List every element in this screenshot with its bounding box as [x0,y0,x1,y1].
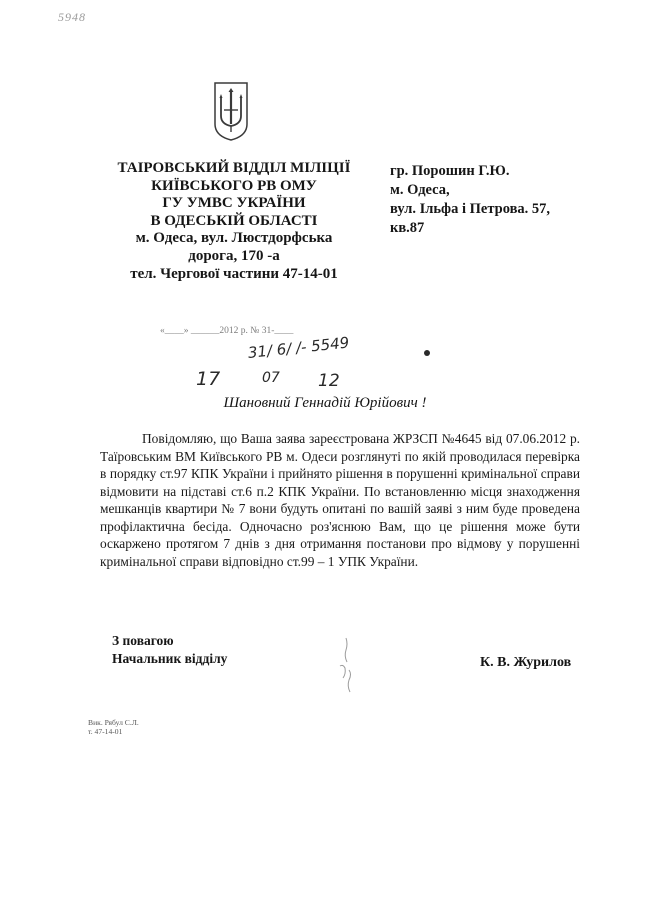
letter-body-text: Повідомляю, що Ваша заява зареєстрована ЖРЗСП №4645 від 07.06.2012 р. Таїровським ВМ Київського РВ м. Одеси розглянуті по якій проводилася перевірка в порядку ст.97 КПК України і прийнято рішення в порушенні кримінальної справи відмовити на підставі ст.6 п.2 КПК України. По встановленню місця знаходження мешканців квартири № 7 вони будуть опитані по вашій заяві з ним буде проведена профілактична бесіда. Одночасно роз'яснюю Вам, що це рішення може бути оскаржено протягом 7 днів з дня отримання постанови про відмову у порушенні кримінальної справи відповідно ст.99 – 1 УПК України. [100,431,580,569]
handwritten-day: 17 [196,368,221,390]
handwritten-mark: 12 [318,371,340,391]
salutation: Шановний Геннадій Юрійович ! [223,395,427,411]
trident-emblem-icon [212,80,250,142]
recipient-block [390,162,580,238]
archive-number: 5948 [58,10,86,24]
executor-phone: т. 47-14-01 [88,727,123,736]
registration-line: «____» ______2012 р. № 31-____ [160,326,294,336]
closing-regards: З повагою [112,633,174,648]
recipient-line: гр. Порошин Г.Ю. [390,163,510,179]
sender-line: В ОДЕСЬКІЙ ОБЛАСТІ [150,212,318,229]
handwritten-month: 07 [262,370,280,386]
letter-body [100,430,580,570]
signature-icon [334,636,358,696]
executor-name: Вик. Рябул С.Л. [88,718,139,727]
recipient-line: вул. Ільфа і Петрова. 57, [390,201,551,217]
closing-position: Начальник відділу [112,650,228,666]
sender-line: дорога, 170 -а [188,247,280,264]
closing-block [112,632,227,667]
sender-line: КИЇВСЬКОГО РВ ОМУ [151,177,317,194]
sender-line: тел. Чергової частини 47-14-01 [130,265,338,282]
sender-line: м. Одеса, вул. Люстдорфська [135,230,333,247]
sender-line: ГУ УМВС УКРАЇНИ [162,195,306,212]
executor-note [88,718,139,736]
recipient-line: кв.87 [390,220,425,236]
handwritten-reg-number: 31/ 6/ /- 5549 [247,333,351,362]
signer-name: К. В. Журилов [480,655,572,670]
ink-dot [424,350,430,356]
recipient-line: м. Одеса, [390,182,450,198]
sender-line: ТАІРОВСЬКИЙ ВІДДІЛ МІЛІЦІЇ [117,160,351,176]
sender-block [98,160,370,283]
